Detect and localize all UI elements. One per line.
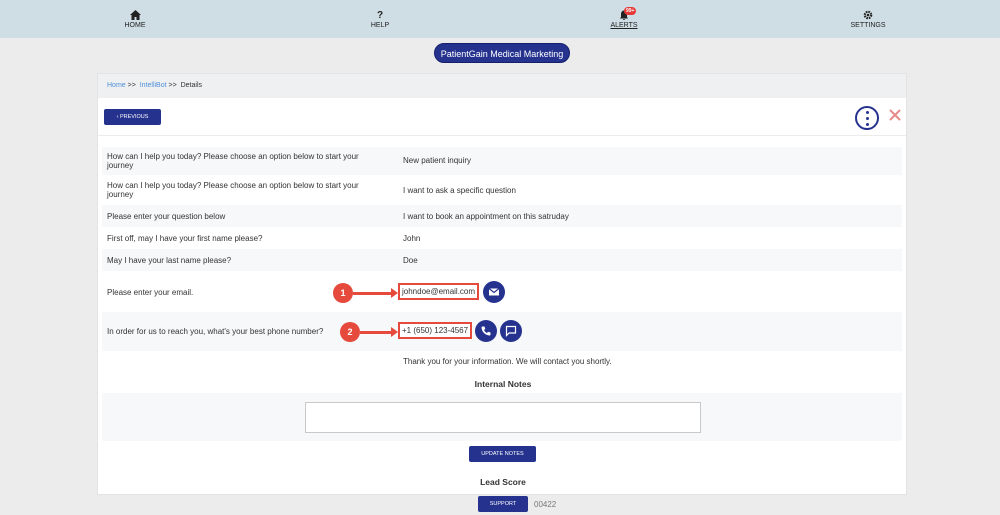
phone-value: +1 (650) 123-4567 <box>398 322 472 339</box>
home-icon <box>105 10 165 21</box>
gear-icon <box>838 10 898 21</box>
lead-score-title: Lead Score <box>480 477 526 487</box>
update-notes-button[interactable]: UPDATE NOTES <box>469 446 536 462</box>
nav-home[interactable] <box>105 10 165 29</box>
internal-notes-title: Internal Notes <box>474 379 532 389</box>
qa-answer: John <box>403 234 421 243</box>
previous-button[interactable]: ‹ PREVIOUS <box>104 109 161 125</box>
detail-toolbar <box>98 98 906 136</box>
call-button[interactable] <box>475 320 497 342</box>
qa-question: How can I help you today? Please choose an option below to start your journey <box>107 152 359 170</box>
qa-answer: Doe <box>403 256 418 265</box>
qa-row <box>102 227 902 249</box>
support-button[interactable]: SUPPORT <box>478 496 528 512</box>
nav-help-label: HELP <box>370 22 390 29</box>
internal-notes-input[interactable] <box>305 402 701 433</box>
qa-answer: New patient inquiry <box>403 156 472 165</box>
qa-row <box>102 205 902 227</box>
kebab-icon[interactable] <box>855 106 879 130</box>
sms-button[interactable] <box>500 320 522 342</box>
qa-question: May I have your last name please? <box>107 256 232 265</box>
breadcrumb-current: Details <box>180 82 203 89</box>
breadcrumb <box>98 74 906 98</box>
annotation-marker-1: 1 <box>333 283 353 303</box>
help-icon: ? <box>376 10 384 21</box>
qa-row <box>102 249 902 271</box>
breadcrumb-sep: >> <box>127 82 136 89</box>
nav-settings-label: SETTINGS <box>850 22 886 29</box>
close-icon[interactable] <box>888 108 902 122</box>
email-button[interactable] <box>483 281 505 303</box>
details-card <box>97 73 907 495</box>
annotation-arrow-1 <box>353 292 393 295</box>
qa-row <box>102 175 902 205</box>
qa-question: In order for us to reach you, what's your best phone number? <box>107 327 324 336</box>
qa-row <box>102 147 902 175</box>
annotation-arrow-2 <box>360 331 393 334</box>
chat-icon <box>505 325 517 337</box>
qa-answer: I want to ask a specific question <box>403 186 516 195</box>
alerts-badge: 99+ <box>626 8 635 14</box>
nav-home-label: HOME <box>124 22 146 29</box>
qa-answer: Thank you for your information. We will contact you shortly. <box>403 357 612 366</box>
nav-help[interactable] <box>350 10 410 29</box>
footer-code: 00422 <box>534 500 557 509</box>
qa-question: Please enter your question below <box>107 212 226 221</box>
mail-icon <box>488 286 500 298</box>
breadcrumb-intellibot[interactable]: IntelliBot <box>139 82 167 89</box>
nav-alerts-label: ALERTS <box>610 22 638 29</box>
annotation-marker-2: 2 <box>340 322 360 342</box>
phone-icon <box>480 325 492 337</box>
nav-alerts[interactable] <box>594 10 654 29</box>
nav-settings[interactable] <box>838 10 898 29</box>
breadcrumb-sep: >> <box>168 82 177 89</box>
qa-question: Please enter your email. <box>107 288 194 297</box>
breadcrumb-home[interactable]: Home <box>107 82 126 89</box>
brand-pill[interactable]: PatientGain Medical Marketing <box>434 43 570 63</box>
qa-row <box>102 351 902 373</box>
email-value: johndoe@email.com <box>398 283 479 300</box>
qa-answer: I want to book an appointment on this satruday <box>403 212 569 221</box>
qa-question: How can I help you today? Please choose an option below to start your journey <box>107 181 359 199</box>
previous-label: PREVIOUS <box>119 114 149 120</box>
top-nav <box>0 0 1000 38</box>
qa-question: First off, may I have your first name please? <box>107 234 263 243</box>
